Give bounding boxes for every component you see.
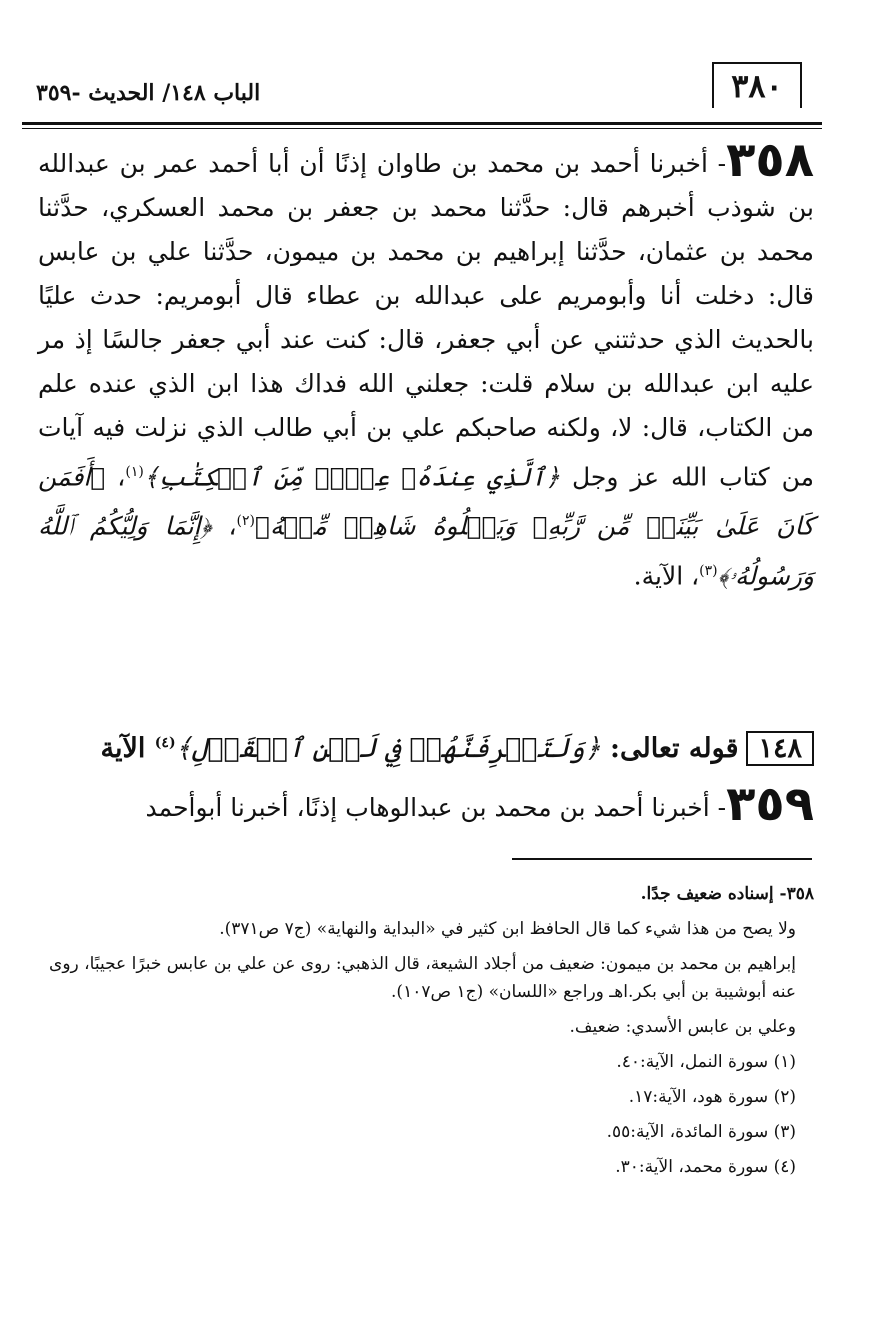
footnote-note-3: (٣) سورة المائدة، الآية:٥٥. [606, 1122, 796, 1142]
separator-1: ، [105, 462, 126, 492]
footnote-line: إبراهيم بن محمد بن ميمون: ضعيف من أجلاد الشيعة، قال الذهبي: روى عن علي بن عابس خبرًا عجيبًا، روى عنه أبوشيبة بن أبي بكر.اهـ وراجع «اللسان» (ج١ ص١٠٧). [49, 954, 796, 1002]
footnote-note-2: (٢) سورة هود، الآية:١٧. [628, 1087, 796, 1107]
footnote-ref-3: (٣) [699, 562, 718, 579]
footnote-ref-2: (٢) [236, 513, 255, 530]
footnote-line: ولا يصح من هذا شيء كما قال الحافظ ابن كثير في «البداية والنهاية» (ج٧ ص٣٧١). [219, 919, 796, 939]
footnote-line: وعلي بن عابس الأسدي: ضعيف. [569, 1017, 796, 1037]
quran-verse-3: ﴿إِنَّمَا وَلِيُّكُمُ ٱللَّهُ وَرَسُولُهُۥ﴾ [38, 511, 814, 590]
quran-verse-1: ﴿ٱلَّذِي عِندَهُۥ عِلۡمٞ مِّنَ ٱلۡكِتَٰبِ﴾ [143, 462, 561, 492]
page-number: ٣٨٠ [712, 62, 802, 108]
footnotes [38, 880, 814, 1188]
header-rule-thick [22, 122, 822, 125]
footnote-note-1: (١) سورة النمل، الآية:٤٠. [616, 1052, 796, 1072]
footnote-note-4: (٤) سورة محمد، الآية:٣٠. [615, 1157, 796, 1177]
hadith-text: - أخبرنا أحمد بن محمد بن طاوان إذنًا أن أبا أحمد عمر بن عبدالله بن شوذب أخبرهم قال: حدَّثنا محمد بن جعفر بن محمد العسكري، حدَّثنا محمد بن عثمان، حدَّثنا إبراهيم بن محمد بن ميمون، حدَّثنا علي بن عابس قال: دخلت أنا وأبومريم على عبدالله بن عطاء قال أبومريم: حدث عليًا بالحديث الذي حدثتني عن أبي جعفر، قال: كنت عند أبي جعفر جالسًا إذ مر عليه ابن عبدالله بن سلام قلت: جعلني الله فداك هذا ابن الذي عنده علم من الكتاب، قال: لا، ولكنه صاحبكم علي بن أبي طالب الذي نزلت فيه آيات من كتاب الله عز وجل [38, 149, 815, 492]
chapter-heading [38, 720, 814, 772]
hadith-358 [38, 132, 815, 598]
page-header [22, 58, 822, 126]
footnote-divider [512, 858, 812, 860]
chapter-quran-verse: ﴿وَلَتَعۡرِفَنَّهُمۡ فِي لَحۡنِ ٱلۡقَوۡلِ﴾ [175, 733, 601, 764]
quran-verse-2: ﴿أَفَمَن كَانَ عَلَىٰ بَيِّنَةٖ مِّن رَّبِّهِۦ وَيَتۡلُوهُ شَاهِدٞ مِّنۡهُ﴾ [38, 462, 814, 541]
hadith-number: ٣٥٨ [726, 132, 814, 188]
hadith-tail: ، الآية. [633, 560, 700, 590]
hadith-359 [38, 776, 814, 832]
chapter-label: قوله تعالى: [600, 733, 739, 764]
hadith-text: - أخبرنا أحمد بن محمد بن عبدالوهاب إذنًا، أخبرنا أبوأحمد [145, 793, 727, 822]
separator-2: ، [211, 511, 237, 541]
hadith-number: ٣٥٩ [726, 776, 814, 832]
chapter-tail: الآية [100, 733, 155, 764]
running-head: الباب ١٤٨/ الحديث -٣٥٩ [36, 80, 261, 106]
footnote-title: ٣٥٨- إسناده ضعيف جدًا. [640, 884, 814, 904]
footnote-ref-1: (١) [125, 464, 144, 480]
footnote-ref-4: (٤) [154, 735, 176, 751]
header-rule-thin [22, 128, 822, 129]
chapter-number: ١٤٨ [746, 731, 814, 766]
